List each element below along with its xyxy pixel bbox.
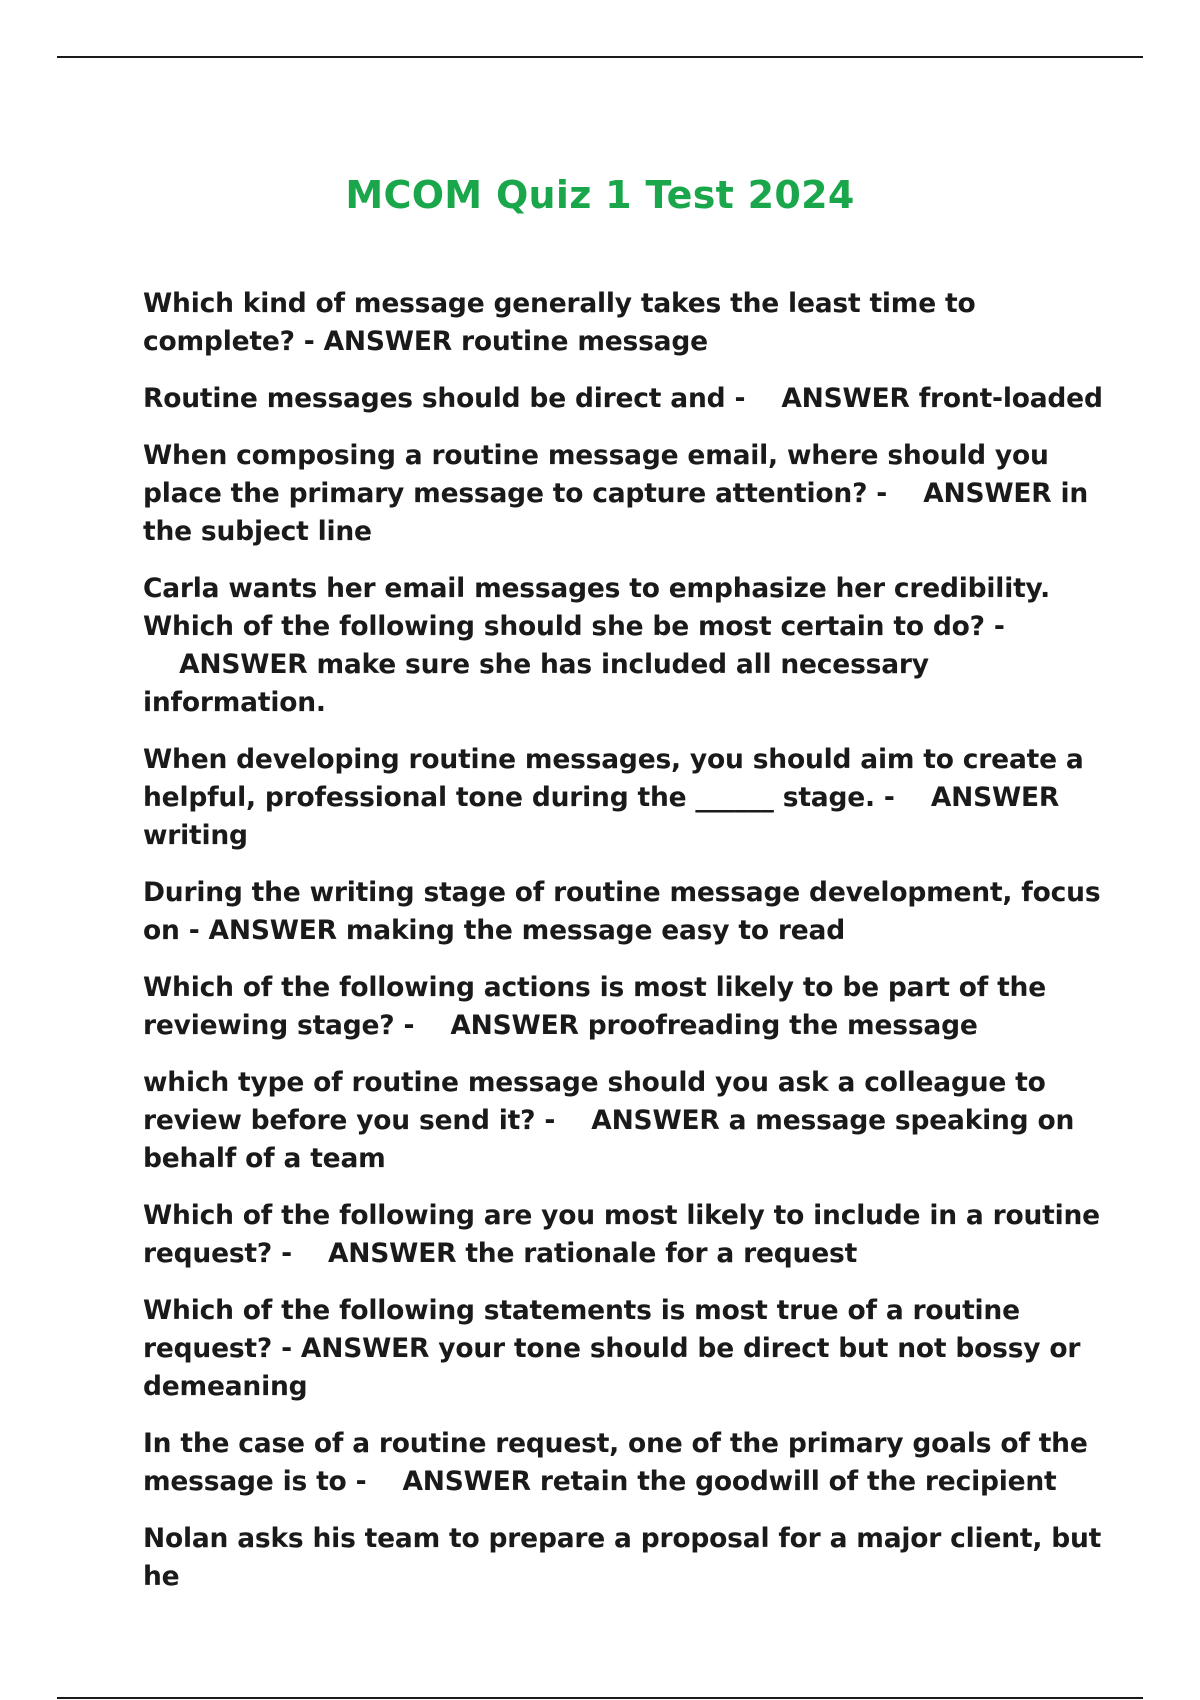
list-item bbox=[143, 1197, 1103, 1273]
answer-text: ANSWER retain the goodwill of the recipient bbox=[402, 1466, 1057, 1497]
question-text: Routine messages should be direct and - bbox=[143, 383, 746, 414]
question-text: Which of the following are you most likely to include in a routine request? - bbox=[143, 1200, 1100, 1269]
list-item bbox=[143, 969, 1103, 1045]
list-item bbox=[143, 1520, 1103, 1596]
list-item bbox=[143, 437, 1103, 551]
question-text: During the writing stage of routine message development, focus on - bbox=[143, 877, 1101, 946]
answer-text: ANSWER front-loaded bbox=[781, 383, 1103, 414]
question-text: In the case of a routine request, one of the primary goals of the message is to - bbox=[143, 1428, 1088, 1497]
question-text: When developing routine messages, you should aim to create a helpful, professional tone during the ______ stage. - bbox=[143, 744, 1084, 813]
question-text: Nolan asks his team to prepare a proposal for a major client, but he bbox=[143, 1523, 1102, 1592]
question-text: Which kind of message generally takes the least time to complete? - bbox=[143, 288, 976, 357]
answer-text: ANSWER a message speaking on behalf of a team bbox=[143, 1105, 1075, 1174]
page-title: MCOM Quiz 1 Test 2024 bbox=[345, 173, 855, 218]
bottom-divider bbox=[57, 1697, 1143, 1699]
top-divider bbox=[57, 56, 1143, 58]
answer-text: ANSWER your tone should be direct but not bossy or demeaning bbox=[143, 1333, 1081, 1402]
answer-text: ANSWER making the message easy to read bbox=[208, 915, 845, 946]
answer-text: ANSWER in the subject line bbox=[143, 478, 1089, 547]
list-item bbox=[143, 380, 1103, 418]
answer-text: ANSWER the rationale for a request bbox=[328, 1238, 858, 1269]
list-item bbox=[143, 874, 1103, 950]
list-item bbox=[143, 1292, 1103, 1406]
list-item bbox=[143, 1425, 1103, 1501]
list-item bbox=[143, 741, 1103, 855]
list-item bbox=[143, 285, 1103, 361]
answer-text: ANSWER proofreading the message bbox=[450, 1010, 978, 1041]
answer-text: ANSWER writing bbox=[143, 782, 1060, 851]
list-item bbox=[143, 570, 1103, 722]
answer-text: ANSWER make sure she has included all necessary information. bbox=[143, 649, 929, 718]
qa-list bbox=[143, 285, 1103, 1615]
question-text: Which of the following actions is most likely to be part of the reviewing stage? - bbox=[143, 972, 1046, 1041]
question-text: Carla wants her email messages to emphasize her credibility. Which of the following should she be most certain to do? - bbox=[143, 573, 1051, 642]
question-text: which type of routine message should you ask a colleague to review before you send it? - bbox=[143, 1067, 1046, 1136]
question-text: When composing a routine message email, where should you place the primary message to capture attention? - bbox=[143, 440, 1049, 509]
list-item bbox=[143, 1064, 1103, 1178]
answer-text: ANSWER routine message bbox=[323, 326, 708, 357]
question-text: Which of the following statements is most true of a routine request? - bbox=[143, 1295, 1020, 1364]
